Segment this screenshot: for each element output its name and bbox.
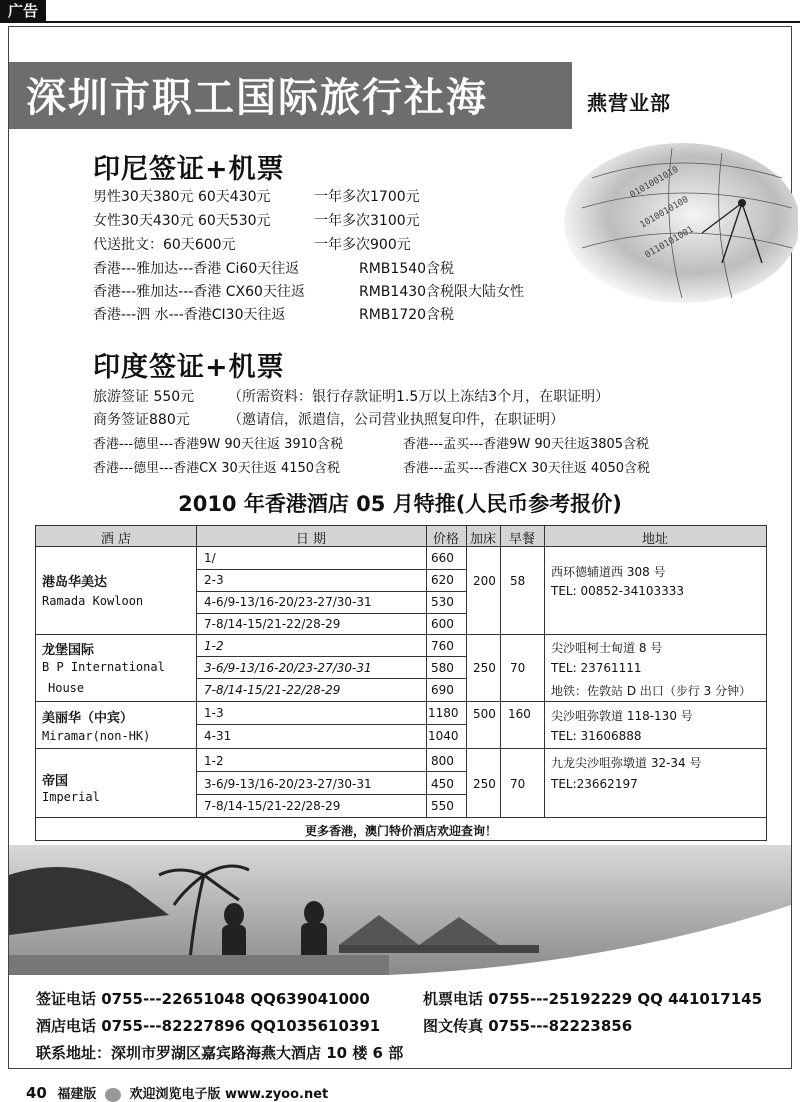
price-cell: 1180 — [428, 706, 459, 720]
date-cell: 3-6/9-13/16-20/23-27/30-31 — [204, 661, 372, 675]
ad-tag: 广告 — [0, 0, 46, 22]
date-cell: 1-3 — [204, 706, 224, 720]
indonesia-line: 香港---泗 水---香港CI30天往返 RMB1720含税 — [93, 307, 455, 323]
price-cell: 450 — [431, 777, 454, 791]
table-header-row — [36, 526, 766, 547]
date-cell: 1-2 — [204, 639, 224, 653]
page-footer — [26, 1083, 328, 1102]
extra-bed-cell: 200 — [473, 574, 496, 588]
breakfast-cell: 70 — [510, 661, 526, 675]
table-divider — [36, 634, 766, 635]
column-header: 早餐 — [508, 532, 535, 547]
date-cell: 7-8/14-15/21-22/28-29 — [204, 683, 341, 697]
table-divider — [196, 591, 466, 592]
price-cell: 530 — [431, 595, 454, 609]
hotel-phone: 酒店电话 0755---82227896 QQ1035610391 — [36, 1017, 381, 1035]
banner-subtitle: 燕营业部 — [587, 91, 671, 115]
fax-number: 图文传真 0755---82223856 — [423, 1017, 633, 1035]
beach-photo-image — [9, 845, 791, 975]
banner-title: 深圳市职工国际旅行社海 — [26, 75, 488, 121]
india-heading: 印度签证+机票 — [93, 352, 285, 383]
publisher-logo-icon — [105, 1088, 121, 1102]
price-cell: 1040 — [428, 729, 459, 743]
price-cell: 690 — [431, 683, 454, 697]
date-cell: 1-2 — [204, 754, 224, 768]
hotel-name-en: House — [48, 681, 85, 695]
svg-text:1010010100: 1010010100 — [638, 194, 691, 231]
table-divider — [36, 701, 766, 702]
india-line: 商务签证880元 （邀请信，派遣信，公司营业执照复印件，在职证明） — [93, 412, 564, 428]
date-cell: 3-6/9-13/16-20/23-27/30-31 — [204, 777, 372, 791]
address-cell: 尖沙咀弥敦道 118-130 号 — [551, 709, 693, 723]
svg-text:0101001010: 0101001010 — [628, 164, 681, 201]
phone-cell: TEL: 23761111 — [551, 661, 642, 675]
phone-cell: TEL: 00852-34103333 — [551, 584, 685, 598]
footer-site-text: 欢迎浏览电子版 www.zyoo.net — [129, 1087, 329, 1102]
indonesia-heading: 印尼签证+机票 — [93, 154, 285, 185]
table-divider — [196, 724, 466, 725]
table-divider — [196, 794, 466, 795]
table-divider — [36, 817, 766, 818]
price-cell: 550 — [431, 799, 454, 813]
date-cell: 7-8/14-15/21-22/28-29 — [204, 799, 341, 813]
table-divider — [466, 526, 467, 818]
extra-bed-cell: 250 — [473, 661, 496, 675]
table-footer-note: 更多香港，澳门特价酒店欢迎查询！ — [304, 824, 497, 838]
table-divider — [544, 526, 545, 818]
indonesia-line: 男性30天380元 60天430元 一年多次1700元 — [93, 189, 420, 205]
edition-label: 福建版 — [57, 1087, 97, 1102]
phone-cell: TEL: 31606888 — [551, 729, 642, 743]
contact-address: 联系地址：深圳市罗湖区嘉宾路海燕大酒店 10 楼 6 部 — [36, 1044, 404, 1062]
visa-phone: 签证电话 0755---22651048 QQ639041000 — [36, 990, 370, 1008]
table-divider — [500, 526, 501, 818]
address-cell: 西环德辅道西 308 号 — [551, 565, 666, 579]
hotel-name: 龙堡国际 — [42, 643, 95, 658]
hotel-name-en: B P International — [42, 660, 165, 674]
table-divider — [36, 748, 766, 749]
price-cell: 620 — [431, 573, 454, 587]
price-cell: 600 — [431, 617, 454, 631]
indonesia-line: 香港---雅加达---香港 Ci60天往返 RMB1540含税 — [93, 261, 455, 277]
indonesia-line: 女性30天430元 60天530元 一年多次3100元 — [93, 213, 420, 229]
hotel-price-table — [35, 525, 767, 841]
price-cell: 660 — [431, 551, 454, 565]
hotel-name: 帝国 — [42, 774, 69, 789]
breakfast-cell: 58 — [510, 574, 526, 588]
top-rule — [0, 21, 800, 23]
globe-decoration-image — [552, 138, 798, 303]
table-divider — [196, 771, 466, 772]
india-line: 香港---德里---香港CX 30天往返 4150含税 香港---孟买---香港CX 30天往返 4050含税 — [93, 461, 651, 476]
indonesia-line: 代送批文：60天600元 一年多次900元 — [93, 237, 411, 253]
breakfast-cell: 160 — [508, 707, 531, 721]
table-divider — [196, 613, 466, 614]
svg-text:0110101001: 0110101001 — [643, 224, 696, 261]
price-cell: 760 — [431, 639, 454, 653]
ticket-phone: 机票电话 0755---25192229 QQ 441017145 — [423, 990, 763, 1008]
indonesia-line: 香港---雅加达---香港 CX60天往返 RMB1430含税限大陆女性 — [93, 284, 525, 300]
date-cell: 4-31 — [204, 729, 232, 743]
hotel-name: 美丽华（中宾） — [42, 711, 134, 726]
extra-bed-cell: 500 — [473, 707, 496, 721]
column-header: 价格 — [432, 532, 459, 547]
price-cell: 800 — [431, 754, 454, 768]
india-line: 旅游签证 550元 （所需资料：银行存款证明1.5万以上冻结3个月，在职证明） — [93, 389, 610, 405]
price-cell: 580 — [431, 661, 454, 675]
column-header: 酒 店 — [100, 532, 132, 547]
column-header: 日 期 — [295, 532, 327, 547]
date-cell: 4-6/9-13/16-20/23-27/30-31 — [204, 595, 372, 609]
table-divider — [196, 656, 466, 657]
india-line: 香港---德里---香港9W 90天往返 3910含税 香港---孟买---香港9W 90天往返3805含税 — [93, 437, 650, 452]
table-divider — [196, 569, 466, 570]
phone-cell: TEL:23662197 — [551, 777, 638, 791]
hotel-name-en: Ramada Kowloon — [42, 594, 144, 608]
breakfast-cell: 70 — [510, 777, 526, 791]
date-cell: 7-8/14-15/21-22/28-29 — [204, 617, 341, 631]
column-header: 加床 — [469, 532, 496, 547]
extra-bed-cell: 250 — [473, 777, 496, 791]
hotel-name-en: Miramar(non-HK) — [42, 729, 151, 743]
hotel-table-title: 2010 年香港酒店 05 月特推(人民币参考报价) — [178, 492, 622, 516]
date-cell: 1/ — [204, 551, 216, 565]
hotel-name: 港岛华美达 — [42, 575, 108, 590]
address-cell: 尖沙咀柯士甸道 8 号 — [551, 641, 663, 655]
date-cell: 2-3 — [204, 573, 224, 587]
subway-note: 地铁：佐敦站 D 出口（步行 3 分钟） — [551, 684, 752, 698]
address-cell: 九龙尖沙咀弥墩道 32-34 号 — [551, 756, 702, 770]
hotel-name-en: Imperial — [42, 790, 100, 804]
column-header: 地址 — [641, 532, 668, 547]
page-number: 40 — [26, 1084, 47, 1102]
table-divider — [196, 678, 466, 679]
